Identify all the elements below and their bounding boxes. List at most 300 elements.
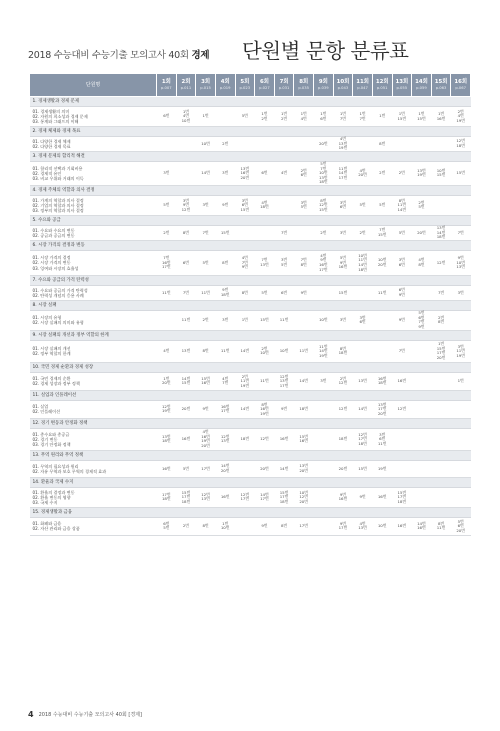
question-number: 15번 xyxy=(181,489,191,495)
question-number: 1번 xyxy=(300,110,307,116)
question-number: 1번 xyxy=(339,110,347,116)
unit-item: 01. 수요와 수요의 변동 xyxy=(32,227,75,233)
question-cell xyxy=(431,285,451,300)
question-number: 7번 xyxy=(300,257,307,263)
question-number: 19번 xyxy=(318,352,328,358)
question-cell xyxy=(196,372,216,390)
question-cell xyxy=(333,487,353,507)
question-cell xyxy=(353,487,373,507)
question-number: 17번 xyxy=(181,494,191,500)
question-cell xyxy=(196,225,216,240)
question-cell xyxy=(294,400,314,418)
question-number: 15번 xyxy=(377,231,387,237)
question-number: 4번 xyxy=(163,348,170,354)
question-number: 16번 xyxy=(397,523,407,529)
question-cell xyxy=(431,487,451,507)
question-cell xyxy=(176,107,196,127)
table-row xyxy=(30,310,471,330)
unit-item: 01. 시장 가격의 결정 xyxy=(32,255,71,261)
round-label: 4회 xyxy=(220,79,230,85)
question-cell xyxy=(196,162,216,186)
question-cell xyxy=(215,285,235,300)
question-cell xyxy=(215,310,235,330)
unit-item: 02. 다양한 경제 목표 xyxy=(32,144,71,149)
round-page: p.051 xyxy=(376,86,388,90)
question-number: 18번 xyxy=(279,498,289,504)
question-number: 15번 xyxy=(220,229,230,235)
question-number: 17번 xyxy=(299,523,309,529)
question-number: 9번 xyxy=(182,202,190,208)
question-cell xyxy=(451,372,471,390)
question-number: 10번 xyxy=(456,259,466,265)
round-column-header xyxy=(294,74,314,97)
round-label: 8회 xyxy=(299,79,309,85)
question-number: 19번 xyxy=(201,438,210,444)
question-cell xyxy=(372,250,392,275)
question-number: 5번 xyxy=(202,259,209,265)
question-cell xyxy=(215,400,235,418)
question-cell xyxy=(392,487,412,507)
question-number: 12번 xyxy=(338,380,348,386)
question-number: 8번 xyxy=(437,319,445,325)
question-number: 14번 xyxy=(436,229,446,235)
question-number: 19번 xyxy=(456,352,466,358)
question-cell xyxy=(314,460,334,477)
question-number: 16번 xyxy=(161,465,171,471)
question-number: 15번 xyxy=(260,317,269,323)
question-cell xyxy=(431,250,451,275)
question-cell xyxy=(392,137,412,152)
round-page: p.039 xyxy=(318,86,329,90)
question-number: 2번 xyxy=(241,373,248,379)
question-cell xyxy=(196,285,216,300)
question-number: 11번 xyxy=(456,348,466,354)
question-number: 5번 xyxy=(280,261,288,267)
question-cell xyxy=(412,310,432,330)
round-page: p.023 xyxy=(239,86,251,90)
question-number: 15번 xyxy=(299,433,309,439)
question-number: 17번 xyxy=(377,406,387,412)
question-number: 5번 xyxy=(320,161,327,166)
question-cell xyxy=(255,460,275,477)
question-cell xyxy=(412,400,432,418)
question-number: 16번 xyxy=(181,436,191,442)
question-number: 10번 xyxy=(220,525,230,531)
question-number: 9번 xyxy=(320,257,327,263)
question-number: 8번 xyxy=(241,289,248,295)
question-number: 4번 xyxy=(241,255,248,261)
question-number: 19번 xyxy=(338,145,348,151)
table-row xyxy=(30,162,471,186)
question-number: 2번 xyxy=(300,167,307,173)
question-cell xyxy=(353,250,373,275)
table-row xyxy=(30,487,471,507)
question-number: 9번 xyxy=(457,255,464,261)
question-number: 4번 xyxy=(280,170,288,176)
question-number: 7번 xyxy=(163,255,170,261)
question-cell xyxy=(451,340,471,362)
question-number: 6번 xyxy=(300,172,307,178)
unit-item: 02. 시장 실패의 의미와 유형 xyxy=(32,320,84,326)
question-number: 7번 xyxy=(241,259,248,265)
question-number: 11번 xyxy=(279,317,289,323)
question-cell xyxy=(157,428,177,450)
question-cell xyxy=(392,195,412,215)
question-cell xyxy=(333,400,353,418)
question-cell xyxy=(274,310,294,330)
section-items xyxy=(30,460,157,477)
question-number: 15번 xyxy=(279,489,289,495)
question-cell xyxy=(412,250,432,275)
question-number: 18번 xyxy=(338,350,348,356)
question-number: 15번 xyxy=(436,172,446,178)
table-row xyxy=(30,400,471,418)
round-label: 12회 xyxy=(375,79,389,85)
question-cell xyxy=(196,137,216,152)
question-number: 15번 xyxy=(436,345,446,351)
question-number: 8번 xyxy=(437,520,445,526)
question-cell xyxy=(333,195,353,215)
question-cell xyxy=(274,285,294,300)
section-title: 15. 경제생활과 금융 xyxy=(30,507,471,517)
question-cell xyxy=(235,107,255,127)
question-number: 16번 xyxy=(240,170,250,176)
question-number: 11번 xyxy=(377,440,387,446)
section-items xyxy=(30,250,157,275)
question-number: 12번 xyxy=(240,491,250,497)
question-cell xyxy=(157,400,177,418)
page-header xyxy=(28,33,478,73)
question-number: 15번 xyxy=(201,375,210,381)
question-cell xyxy=(353,310,373,330)
question-cell xyxy=(392,340,412,362)
question-number: 12번 xyxy=(299,494,309,500)
unit-item: 01. 무역의 필요성과 원리 xyxy=(32,463,79,469)
round-label: 13회 xyxy=(395,79,409,85)
question-number: 13번 xyxy=(220,438,230,444)
question-cell xyxy=(333,310,353,330)
question-number: 10번 xyxy=(181,117,191,123)
question-number: 2번 xyxy=(202,317,209,323)
question-number: 4번 xyxy=(320,252,327,258)
section-header-row xyxy=(30,127,471,137)
question-cell xyxy=(372,137,392,152)
section-items xyxy=(30,340,157,362)
question-number: 1번 xyxy=(222,520,229,526)
question-cell xyxy=(314,285,334,300)
question-number: 13번 xyxy=(358,378,367,384)
question-number: 17번 xyxy=(318,266,328,272)
question-number: 17번 xyxy=(260,496,269,502)
round-page: p.015 xyxy=(200,86,211,90)
question-number: 2번 xyxy=(320,229,327,235)
question-cell xyxy=(235,400,255,418)
question-cell xyxy=(412,517,432,535)
question-cell xyxy=(431,225,451,240)
question-cell xyxy=(196,107,216,127)
question-cell xyxy=(294,285,314,300)
question-number: 13번 xyxy=(338,140,348,146)
question-cell xyxy=(372,372,392,390)
section-header-row xyxy=(30,97,471,107)
question-cell xyxy=(196,310,216,330)
question-cell xyxy=(157,310,177,330)
table-row xyxy=(30,285,471,300)
question-number: 16번 xyxy=(220,403,230,409)
question-number: 3번 xyxy=(280,257,288,263)
unit-item: 03. 통계와 그래프의 이해 xyxy=(32,119,79,125)
question-number: 5번 xyxy=(398,229,405,235)
question-cell xyxy=(255,250,275,275)
question-cell xyxy=(274,460,294,477)
question-number: 17번 xyxy=(279,494,289,500)
question-cell xyxy=(412,372,432,390)
section-header-row xyxy=(30,477,471,487)
section-header-row xyxy=(30,362,471,372)
unit-item: 02. 탄력성 개념의 응용 사례 xyxy=(32,292,84,298)
round-page: p.055 xyxy=(396,86,408,90)
question-cell xyxy=(431,460,451,477)
question-number: 10번 xyxy=(299,489,309,495)
round-label: 6회 xyxy=(259,79,269,85)
question-number: 15번 xyxy=(181,380,191,386)
question-number: 8번 xyxy=(300,261,307,267)
section-title: 2. 경제 체제와 경제 목표 xyxy=(30,127,471,137)
question-cell xyxy=(372,487,392,507)
question-cell xyxy=(176,310,196,330)
question-cell xyxy=(372,225,392,240)
question-cell xyxy=(353,137,373,152)
question-cell xyxy=(314,225,334,240)
question-number: 19번 xyxy=(260,410,269,416)
section-items xyxy=(30,107,157,127)
question-number: 18번 xyxy=(377,380,387,386)
question-cell xyxy=(176,285,196,300)
question-number: 16번 xyxy=(161,259,171,265)
question-cell xyxy=(333,137,353,152)
question-cell xyxy=(235,428,255,450)
question-number: 9번 xyxy=(339,259,347,265)
question-cell xyxy=(314,250,334,275)
unit-item: 01. 시장 실패의 개선 xyxy=(32,346,71,352)
round-label: 9회 xyxy=(318,79,328,85)
question-cell xyxy=(274,428,294,450)
question-number: 14번 xyxy=(299,378,309,384)
question-cell xyxy=(392,400,412,418)
question-cell xyxy=(235,517,255,535)
question-number: 2번 xyxy=(457,108,464,114)
question-cell xyxy=(294,107,314,127)
unit-item: 02. 시장 가격의 변동 xyxy=(32,260,71,266)
question-number: 17번 xyxy=(279,382,289,388)
question-cell xyxy=(412,107,432,127)
section-title: 8. 시장 실패 xyxy=(30,300,471,310)
question-number: 13번 xyxy=(299,463,309,469)
question-cell xyxy=(451,400,471,418)
unit-item: 03. 비교 우위와 거래의 이득 xyxy=(32,176,84,182)
unit-item: 02. 환율 변동의 영향 xyxy=(32,494,71,500)
question-cell xyxy=(176,340,196,362)
question-number: 20번 xyxy=(377,410,387,416)
question-number: 14번 xyxy=(358,406,367,412)
round-column-header xyxy=(314,74,334,97)
question-cell xyxy=(176,372,196,390)
question-cell xyxy=(196,195,216,215)
question-number: 17번 xyxy=(436,350,446,356)
round-column-header xyxy=(196,74,216,97)
question-cell xyxy=(392,517,412,535)
question-cell xyxy=(215,340,235,362)
round-label: 1회 xyxy=(161,79,171,85)
table-row xyxy=(30,428,471,450)
question-cell xyxy=(294,460,314,477)
question-number: 20번 xyxy=(181,406,191,412)
question-number: 5번 xyxy=(241,113,248,119)
question-cell xyxy=(314,162,334,186)
question-number: 5번 xyxy=(457,518,464,524)
question-cell xyxy=(215,195,235,215)
section-items xyxy=(30,372,157,390)
question-number: 18번 xyxy=(397,498,407,504)
unit-item: 01. 총수요와 총공급 xyxy=(32,431,70,437)
table-row xyxy=(30,107,471,127)
question-number: 18번 xyxy=(299,406,309,412)
question-number: 13번 xyxy=(358,525,367,531)
question-cell xyxy=(255,340,275,362)
question-number: 20번 xyxy=(377,261,387,267)
question-cell xyxy=(255,428,275,450)
question-cell xyxy=(294,487,314,507)
question-number: 1번 xyxy=(202,113,209,119)
question-number: 15번 xyxy=(318,206,328,212)
question-number: 10번 xyxy=(358,252,367,258)
question-number: 13번 xyxy=(456,264,466,270)
question-cell xyxy=(215,137,235,152)
question-cell xyxy=(353,400,373,418)
question-cell xyxy=(372,107,392,127)
question-number: 5번 xyxy=(163,525,170,531)
question-number: 17번 xyxy=(201,465,210,471)
unit-item: 02. 경제적 유인 xyxy=(32,170,62,176)
section-items xyxy=(30,428,157,450)
question-cell xyxy=(451,285,471,300)
section-title: 10. 국민 경제 순환과 경제 성장 xyxy=(30,362,471,372)
question-number: 13번 xyxy=(181,348,191,354)
question-number: 16번 xyxy=(417,525,426,531)
question-cell xyxy=(333,225,353,240)
unit-item: 03. 경기 안정화 정책 xyxy=(32,442,71,448)
question-cell xyxy=(274,372,294,390)
question-number: 6번 xyxy=(398,287,405,293)
question-number: 8번 xyxy=(280,523,288,529)
question-cell xyxy=(215,107,235,127)
question-number: 12번 xyxy=(279,373,289,379)
question-cell xyxy=(215,372,235,390)
question-number: 4번 xyxy=(457,113,464,119)
unit-item: 01. 가계의 역할과 의사 결정 xyxy=(32,197,84,203)
question-cell xyxy=(255,225,275,240)
round-label: 10회 xyxy=(336,79,350,85)
question-number: 7번 xyxy=(457,229,464,235)
question-number: 9번 xyxy=(222,202,229,208)
question-number: 6번 xyxy=(241,202,248,208)
question-cell xyxy=(157,285,177,300)
question-cell xyxy=(431,310,451,330)
question-number: 8번 xyxy=(398,197,405,203)
question-number: 15번 xyxy=(397,115,407,121)
question-number: 2번 xyxy=(437,314,445,320)
question-cell xyxy=(157,107,177,127)
question-cell xyxy=(176,428,196,450)
question-cell xyxy=(294,517,314,535)
round-column-header xyxy=(255,74,275,97)
question-number: 12번 xyxy=(260,436,269,442)
question-cell xyxy=(353,162,373,186)
question-cell xyxy=(274,487,294,507)
question-cell xyxy=(314,372,334,390)
question-number: 7번 xyxy=(202,229,209,235)
round-column-header xyxy=(451,74,471,97)
question-number: 19번 xyxy=(417,172,426,178)
question-number: 5번 xyxy=(300,204,307,210)
question-number: 15번 xyxy=(338,289,348,295)
question-number: 2번 xyxy=(182,523,190,529)
question-number: 8번 xyxy=(222,259,229,265)
question-number: 10번 xyxy=(260,350,269,356)
section-items xyxy=(30,487,157,507)
question-cell xyxy=(274,225,294,240)
question-number: 14번 xyxy=(338,170,348,176)
section-title: 11. 실업과 인플레이션 xyxy=(30,390,471,400)
footer-text: 2018 수능대비 수능기출 모의고사 40회 [경제] xyxy=(38,712,142,718)
unit-item: 01. 실업 xyxy=(32,404,49,410)
round-column-header xyxy=(353,74,373,97)
section-header-row xyxy=(30,215,471,225)
question-number: 1번 xyxy=(280,110,288,116)
table-row xyxy=(30,195,471,215)
question-cell xyxy=(176,400,196,418)
question-cell xyxy=(314,107,334,127)
question-cell xyxy=(274,107,294,127)
round-label: 16회 xyxy=(454,79,468,85)
question-cell xyxy=(353,285,373,300)
unit-column-header: 단원명 xyxy=(30,74,157,97)
question-number: 18번 xyxy=(161,496,171,502)
question-cell xyxy=(372,285,392,300)
question-number: 5번 xyxy=(379,202,386,208)
table-row xyxy=(30,340,471,362)
unit-item: 02. 인플레이션 xyxy=(32,409,61,415)
question-cell xyxy=(431,517,451,535)
book-subtitle: 2018 수능대비 수능기출 모의고사 40회 경제 xyxy=(28,50,210,61)
question-number: 6번 xyxy=(163,113,170,119)
question-cell xyxy=(353,340,373,362)
question-cell xyxy=(392,428,412,450)
round-label: 2회 xyxy=(181,79,191,85)
unit-item: 02. 경기 변동 xyxy=(32,436,58,442)
question-number: 1번 xyxy=(241,317,248,323)
question-number: 7번 xyxy=(418,319,425,325)
section-header-row xyxy=(30,507,471,517)
question-number: 8번 xyxy=(418,261,425,267)
question-cell xyxy=(255,107,275,127)
question-cell xyxy=(157,340,177,362)
question-number: 14번 xyxy=(318,348,328,354)
question-cell xyxy=(353,195,373,215)
question-cell xyxy=(412,487,432,507)
question-number: 16번 xyxy=(397,378,407,384)
question-number: 1번 xyxy=(359,110,366,116)
